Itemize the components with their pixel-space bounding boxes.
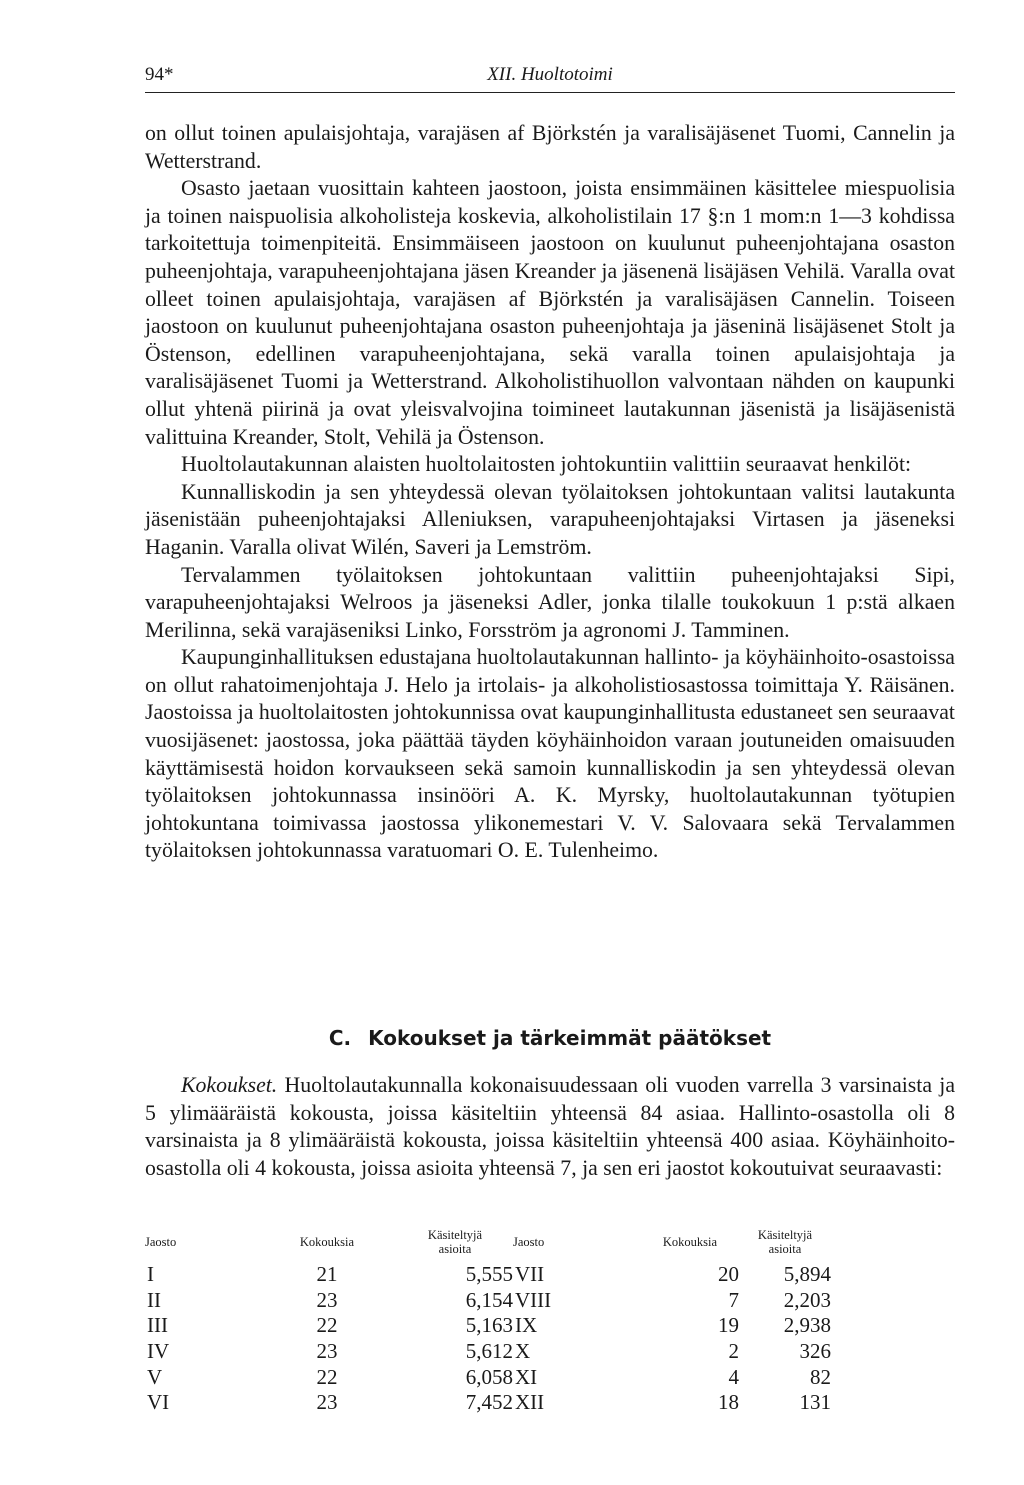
cell-asioita: 5,163 (465, 1313, 513, 1338)
cell-jaosto: XI (515, 1364, 538, 1389)
cell-asioita: 7,452 (465, 1390, 513, 1415)
cell-jaosto: IX (515, 1313, 538, 1338)
cell-kokouksia: 23 (316, 1390, 338, 1415)
header-asioita (367, 1222, 513, 1262)
cell-jaosto: V (147, 1364, 163, 1389)
cell-asioita: 131 (799, 1390, 831, 1415)
cell-asioita: 326 (799, 1339, 831, 1364)
cell-kokouksia: 4 (728, 1364, 739, 1389)
cell-asioita: 5,555 (465, 1262, 513, 1287)
cell-jaosto: VI (147, 1390, 170, 1415)
paragraph: Tervalammen työlaitoksen johtokuntaan valittiin puheenjohtajaksi Sipi, varapuheenjohtajaksi Welroos ja jäseneksi Adler, jonka tilalle toukokuun 1 p:stä alkaen Merilinna, sekä varajäseniksi Linko, Forsström ja agronomi J. Tamminen. (145, 562, 955, 642)
cell-asioita: 5,894 (783, 1262, 831, 1287)
cell-jaosto: III (147, 1313, 168, 1338)
cell-jaosto: VIII (515, 1287, 552, 1312)
header-jaosto: Jaosto (513, 1235, 545, 1249)
cell-asioita: 6,154 (465, 1287, 513, 1312)
header-kokouksia: Kokouksia (662, 1235, 718, 1249)
table-header-row (145, 1222, 831, 1262)
meetings-table (145, 1222, 831, 1416)
paragraph (145, 1072, 955, 1182)
cell-asioita: 6,058 (465, 1364, 513, 1389)
cell-asioita: 82 (810, 1364, 831, 1389)
cell-jaosto: X (515, 1339, 531, 1364)
cell-kokouksia: 2 (728, 1339, 739, 1364)
paragraph: Osasto jaetaan vuosittain kahteen jaostoon, joista ensimmäinen käsittelee miespuolisia ja toinen naispuolisia alkoholisteja koskevia, alkoholistilain 17 §:n 1 mom:n 1—3 kohdissa tarkoitettuja toimenpiteitä. Ensimmäiseen jaostoon on kuulunut puheenjohtajana osaston puheenjohtaja, varapuheenjohtajana jäsen Kreander ja jäsenenä lisäjäsen Vehilä. Varalla ovat olleet toinen apulaisjohtaja, varajäsen af Björkstén ja varalisäjäsen Cannelin. Toiseen jaostoon on kuulunut puheenjohtajana osaston puheenjohtaja ja jäseninä lisäjäsenet Stolt ja Östenson, edellinen varapuheenjohtajana, sekä varalla toinen apulaisjohtaja ja varalisäjäsenet Tuomi ja Wetterstrand. Alkoholistihuollon valvontaan nähden on kaupunki ollut yhtenä piirinä ja ovat yleisvalvojina toimineet lautakunnan jäsenistä ja lisäjäsenistä valittuina Kreander, Stolt, Vehilä ja Östenson. (145, 176, 955, 449)
cell-jaosto: XII (515, 1390, 545, 1415)
cell-kokouksia: 7 (728, 1287, 739, 1312)
cell-asioita: 2,938 (783, 1313, 831, 1338)
cell-kokouksia: 22 (316, 1313, 338, 1338)
section-heading (145, 1026, 955, 1050)
cell-asioita: 5,612 (465, 1339, 513, 1364)
header-asioita-line2: asioita (768, 1242, 802, 1256)
cell-kokouksia: 21 (316, 1262, 338, 1287)
cell-kokouksia: 19 (718, 1313, 739, 1338)
cell-asioita: 2,203 (783, 1287, 831, 1312)
paragraph-lead: Kokoukset. (181, 1073, 278, 1097)
paragraph: Kunnalliskodin ja sen yhteydessä olevan työlaitoksen johtokuntaan valitsi lautakunta jäsenistään puheenjohtajaksi Alleniuksen, varapuheenjohtajaksi Virtasen ja jäseneksi Haganin. Varalla olivat Wilén, Saveri ja Lemström. (145, 479, 955, 559)
cell-jaosto: II (147, 1287, 161, 1312)
cell-kokouksia: 23 (316, 1339, 338, 1364)
header-asioita-line2: asioita (438, 1242, 472, 1256)
cell-kokouksia: 22 (316, 1364, 338, 1389)
cell-jaosto: IV (147, 1339, 170, 1364)
paragraph: Huoltolautakunnan alaisten huoltolaitosten johtokuntiin valittiin seuraavat henkilöt: (181, 452, 912, 477)
paragraph: on ollut toinen apulaisjohtaja, varajäsen af Björkstén ja varalisäjäsenet Tuomi, Cannelin ja Wetterstrand. (145, 121, 955, 173)
section-text (145, 1072, 955, 1182)
running-head (145, 60, 955, 93)
table-row (145, 1313, 831, 1339)
cell-kokouksia: 20 (718, 1262, 739, 1287)
header-jaosto: Jaosto (145, 1235, 177, 1249)
paragraph-text: Huoltolautakunnalla kokonaisuudessaan oli vuoden varrella 3 varsinaista ja 5 ylimääräistä kokousta, joissa käsiteltiin yhteensä 84 asiaa. Hallinto-osastolla oli 8 varsinaista ja 8 ylimääräistä kokousta, joissa käsiteltiin yhteensä 400 asiaa. Köyhäinhoito-osastolla oli 4 kokousta, joissa asioita yhteensä 7, ja sen eri jaostot kokoutuivat seuraavasti: (145, 1073, 955, 1180)
cell-kokouksia: 18 (718, 1390, 739, 1415)
section-letter: C. (328, 1026, 352, 1050)
paragraph: Kaupunginhallituksen edustajana huoltolautakunnan hallinto- ja köyhäinhoito-osastoissa on ollut rahatoimenjohtaja J. Helo ja irtolais- ja alkoholistiosastossa toimittaja Y. Räisänen. Jaostoissa ja huoltolaitosten johtokunnissa ovat kaupunginhallitusta edustaneet sen seuraavat vuosijäsenet: jaostossa, joka päättää täyden köyhäinhoidon varaan joutuneiden omaisuuden käyttämisestä hoidon korvaukseen sekä samoin kunnalliskodin ja sen yhteydessä olevan työlaitoksen johtokunnassa insinööri A. K. Myrsky, huoltolautakunnan työtupien johtokuntana toimivassa jaostossa ylikonemestari V. V. Salovaara sekä Tervalammen työlaitoksen johtokunnassa varatuomari O. E. Tulenheimo. (145, 645, 955, 863)
body-text (145, 120, 955, 865)
cell-kokouksia: 23 (316, 1287, 338, 1312)
header-asioita (739, 1222, 831, 1262)
header-asioita-line1: Käsiteltyjä (757, 1228, 813, 1242)
table-row (145, 1390, 831, 1416)
cell-jaosto: VII (515, 1262, 545, 1287)
header-asioita-line1: Käsiteltyjä (427, 1228, 483, 1242)
header-kokouksia: Kokouksia (299, 1235, 355, 1249)
page-number: 94* (145, 64, 174, 85)
cell-jaosto: I (147, 1262, 154, 1287)
table-row (145, 1339, 831, 1365)
running-title: XII. Huoltotoimi (487, 64, 613, 85)
table-row (145, 1364, 831, 1390)
section-title: Kokoukset ja tärkeimmät päätökset (368, 1026, 772, 1050)
table-row (145, 1288, 831, 1314)
table-row (145, 1262, 831, 1288)
